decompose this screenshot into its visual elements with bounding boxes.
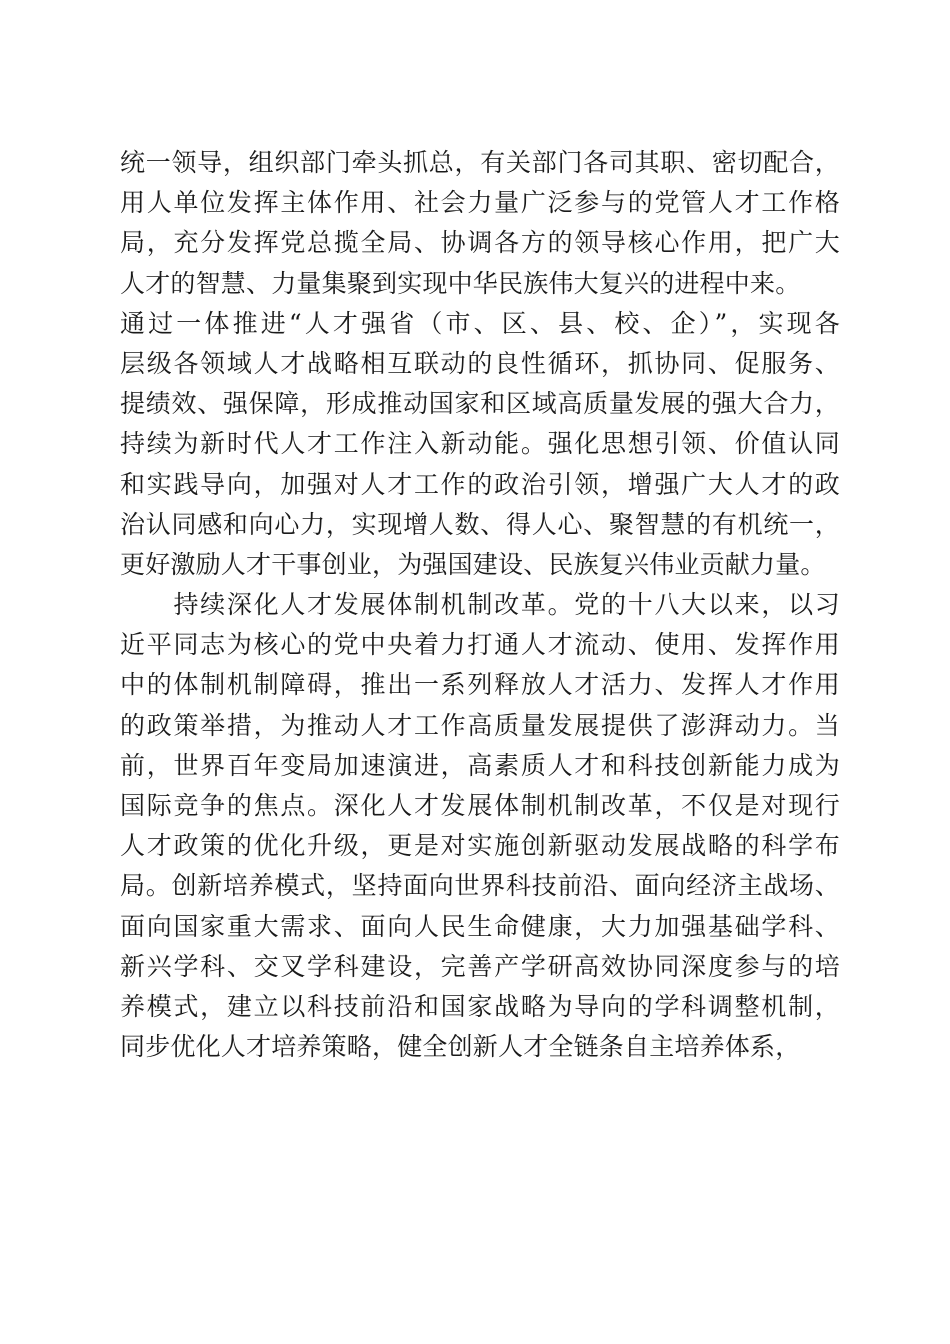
text-line: 养模式，建立以科技前沿和国家战略为导向的学科调整机制，	[120, 991, 840, 1021]
text-line: 面向国家重大需求、面向人民生命健康，大力加强基础学科、	[120, 911, 840, 941]
text-line: 持续为新时代人才工作注入新动能。强化思想引领、价值认同	[120, 429, 840, 459]
text-line: 前，世界百年变局加速演进，高素质人才和科技创新能力成为	[120, 750, 840, 780]
text-line: 和实践导向，加强对人才工作的政治引领，增强广大人才的政	[120, 469, 840, 499]
text-line: 近平同志为核心的党中央着力打通人才流动、使用、发挥作用	[120, 630, 840, 660]
text-line: 同步优化人才培养策略，健全创新人才全链条自主培养体系，	[120, 1032, 801, 1062]
text-line: 局。创新培养模式，坚持面向世界科技前沿、面向经济主战场、	[120, 871, 840, 901]
text-line: 治认同感和向心力，实现增人数、得人心、聚智慧的有机统一，	[120, 509, 840, 539]
text-line: 的政策举措，为推动人才工作高质量发展提供了澎湃动力。当	[120, 710, 840, 740]
paragraph-start-line: 持续深化人才发展体制机制改革。党的十八大以来，以习	[120, 590, 840, 620]
text-line: 局，充分发挥党总揽全局、协调各方的领导核心作用，把广大	[120, 228, 840, 258]
text-line: 中的体制机制障碍，推出一系列释放人才活力、发挥人才作用	[120, 670, 840, 700]
text-line: 统一领导，组织部门牵头抓总，有关部门各司其职、密切配合，	[120, 148, 840, 177]
text-line: 用人单位发挥主体作用、社会力量广泛参与的党管人才工作格	[120, 188, 840, 218]
text-line: 人才政策的优化升级，更是对实施创新驱动发展战略的科学布	[120, 831, 840, 861]
text-line: 国际竞争的焦点。深化人才发展体制机制改革，不仅是对现行	[120, 791, 840, 820]
body-text	[120, 143, 840, 1067]
text-line: 通过一体推进“人才强省（市、区、县、校、企）”，实现各	[120, 308, 840, 338]
text-line: 提绩效、强保障，形成推动国家和区域高质量发展的强大合力，	[120, 389, 840, 419]
text-line: 更好激励人才干事创业，为强国建设、民族复兴伟业贡献力量。	[120, 549, 826, 579]
text-line: 新兴学科、交叉学科建设，完善产学研高效协同深度参与的培	[120, 951, 840, 981]
text-line: 人才的智慧、力量集聚到实现中华民族伟大复兴的进程中来。	[120, 268, 801, 298]
text-line: 层级各领域人才战略相互联动的良性循环，抓协同、促服务、	[120, 348, 840, 378]
